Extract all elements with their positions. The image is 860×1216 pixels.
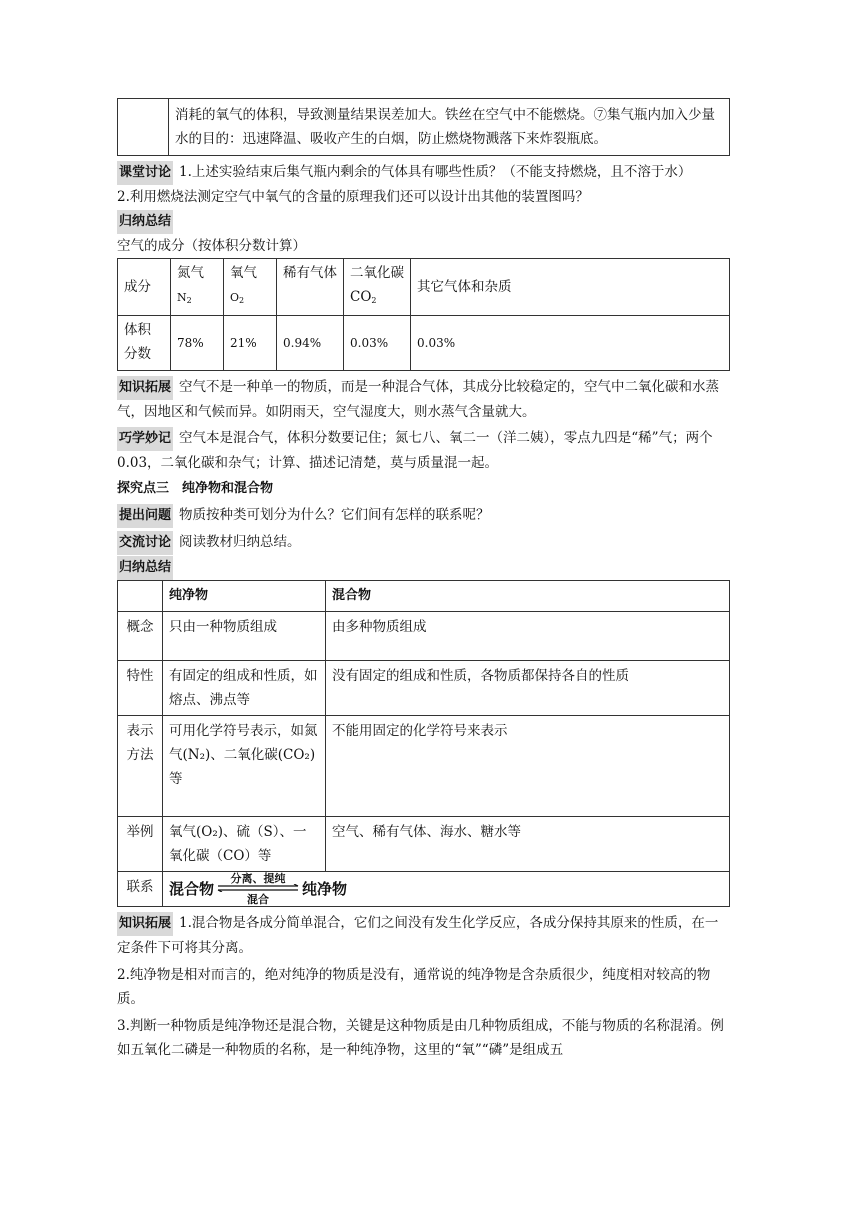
document-page xyxy=(117,98,730,1062)
continued-table xyxy=(117,98,730,156)
discussion-2: 2.利用燃烧法测定空气中氧气的含量的原理我们还可以设计出其他的装置图吗？ xyxy=(117,189,589,205)
discussion-1: 课堂讨论 1.上述实验结束后集气瓶内剩余的气体具有哪些性质？（不能支持燃烧，且不溶于水） xyxy=(117,160,730,185)
tag-discussion: 课堂讨论 xyxy=(117,161,173,185)
extension-point-2: 2.纯净物是相对而言的，绝对纯净的物质是没有，通常说的纯净物是含杂质很少，纯度相对较高的物质。 xyxy=(117,967,711,1007)
extension-point-3: 3.判断一种物质是纯净物还是混合物，关键是这种物质是由几种物质组成，不能与物质的名称混淆。例如五氧化二磷是一种物质的名称，是一种纯净物，这里的“氧”“磷”是组成五 xyxy=(117,1018,724,1058)
knowledge-extension-2: 知识拓展 1.混合物是各成分简单混合，它们之间没有发生化学反应，各成分保持其原来的性质，在一定条件下可将其分离。 xyxy=(117,911,730,960)
exchange: 交流讨论 阅读教材归纳总结。 xyxy=(117,530,730,555)
knowledge-extension-1: 知识拓展 空气不是一种单一的物质，而是一种混合气体，其成分比较稳定的，空气中二氧化碳和水蒸气，因地区和气候而异。如阴雨天，空气湿度大，则水蒸气含量就大。 xyxy=(117,375,730,424)
question: 提出问题 物质按种类可划分为什么？它们间有怎样的联系呢？ xyxy=(117,503,730,528)
summary-2: 归纳总结 xyxy=(117,555,730,580)
air-table-caption: 空气的成分（按体积分数计算） xyxy=(117,238,306,254)
reversible-arrow-icon: 分离、提纯 混合 xyxy=(216,875,300,903)
section-title: 探究点三 纯净物和混合物 xyxy=(117,481,274,496)
summary-1: 归纳总结 xyxy=(117,209,730,234)
memory-tip: 巧学妙记 空气本是混合气，体积分数要记住；氮七八、氧二一（洋二姨），零点九四是“稀”气；两个 0.03，二氧化碳和杂气；计算、描述记清楚，莫与质量混一起。 xyxy=(117,426,730,475)
continued-cell: 消耗的氧气的体积，导致测量结果误差加大。铁丝在空气中不能燃烧。⑦集气瓶内加入少量水的目的：迅速降温、吸收产生的白烟，防止燃烧物溅落下来炸裂瓶底。 xyxy=(169,99,730,156)
relation-formula: 混合物 分离、提纯 混合 纯净物 xyxy=(163,872,730,907)
air-composition-table: 成分 氮气 $N_2$ 氧气 $O_2$ 稀有气体 二氧化碳 $CO_2$ 其它气体和杂质 体积分数 78% 21% 0.94% 0.03% 0.03% xyxy=(117,258,730,371)
comparison-table: 纯净物 混合物 概念 只由一种物质组成 由多种物质组成 特性 有固定的组成和性质，如熔点、沸点等 没有固定的组成和性质，各物质都保持各自的性质 表示方法 可用化学符号表示，如氮气(N₂)、二氧化碳(CO₂)等 不能用固定的化学符号来表示 举例 氧气(O₂)、硫（S）、一氧化碳（CO）等 空气、稀有气体、海水、糖水等 联系 混合物 分离、提纯 混合 纯净物 xyxy=(117,580,730,907)
